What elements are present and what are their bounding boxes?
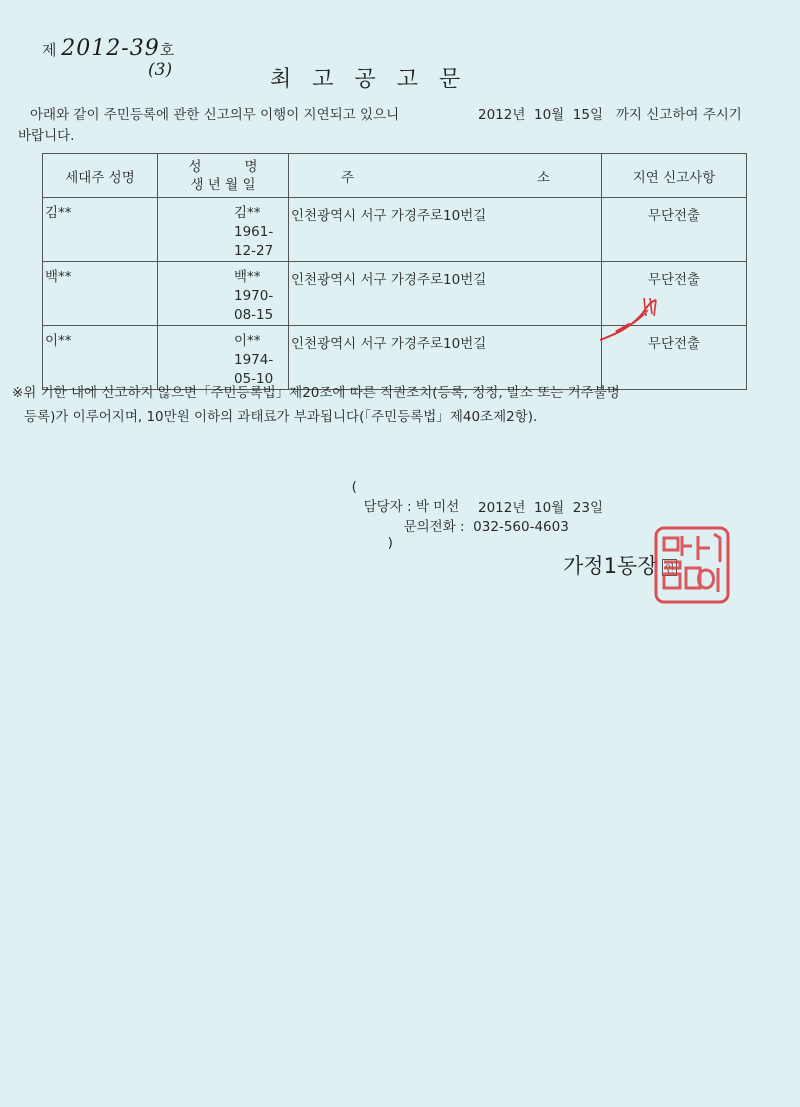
office-name: 가정1동장 bbox=[563, 554, 658, 578]
cell-name-birth bbox=[158, 198, 289, 262]
cell-name-birth bbox=[158, 262, 289, 326]
cell-delay: 무단전출 bbox=[602, 326, 747, 390]
header-address bbox=[289, 154, 602, 198]
cell-birth: 1974-05-10 bbox=[234, 352, 274, 387]
red-ink-mark-icon bbox=[596, 294, 666, 346]
header-address-b: 소 bbox=[537, 170, 551, 186]
legal-note-line2: 등록)가 이루어지며, 10만원 이하의 과태료가 부과됩니다(「주민등록법」제40조제2항). bbox=[24, 409, 538, 425]
legal-note-line1: ※위 기한 내에 신고하지 않으면「주민등록법」제20조에 따른 직권조치(등록, 정정, 말소 또는 거주불명 bbox=[12, 385, 620, 401]
official-seal-icon bbox=[652, 524, 732, 606]
cell-address: 인천광역시 서구 가경주로10번길 bbox=[289, 326, 602, 390]
intro-deadline: 2012년 10월 15일 까지 신고하여 주시기 bbox=[478, 107, 742, 123]
document-number-suffix: 호 bbox=[159, 41, 175, 59]
cell-householder: 백** bbox=[43, 262, 158, 326]
cell-address: 인천광역시 서구 가경주로10번길 bbox=[289, 262, 602, 326]
delinquency-table bbox=[42, 153, 747, 390]
cell-address: 인천광역시 서구 가경주로10번길 bbox=[289, 198, 602, 262]
contact-open-paren: ( bbox=[351, 479, 357, 495]
table-header-row bbox=[43, 154, 747, 198]
cell-name: 김** bbox=[234, 205, 261, 221]
header-delay: 지연 신고사항 bbox=[602, 154, 747, 198]
cell-name: 백** bbox=[234, 269, 261, 285]
document-number-handwritten: 2012-39 bbox=[61, 36, 160, 61]
header-birth: 생 년 월 일 bbox=[190, 176, 256, 193]
header-householder: 세대주 성명 bbox=[43, 154, 158, 198]
cell-householder: 김** bbox=[43, 198, 158, 262]
header-address-a: 주 bbox=[341, 170, 355, 186]
contact-close-paren: ) bbox=[387, 535, 393, 551]
intro-text-line2: 바랍니다. bbox=[18, 128, 75, 144]
header-name: 성 명 bbox=[188, 158, 258, 175]
cell-name-birth bbox=[158, 326, 289, 390]
page-title: 최고공고문 bbox=[270, 67, 482, 92]
seal-mark-box: 인 bbox=[662, 559, 678, 576]
contact-person: 담당자 : 박 미선 bbox=[363, 499, 460, 515]
header-name-birth bbox=[158, 154, 289, 198]
cell-delay: 무단전출 bbox=[602, 262, 747, 326]
cell-name: 이** bbox=[234, 333, 261, 349]
cell-birth: 1961-12-27 bbox=[234, 224, 274, 259]
cell-birth: 1970-08-15 bbox=[234, 288, 274, 323]
intro-text-line1: 아래와 같이 주민등록에 관한 신고의무 이행이 지연되고 있으니 bbox=[30, 107, 400, 123]
contact-phone: 문의전화 : 032-560-4603 bbox=[403, 519, 569, 535]
cell-householder: 이** bbox=[43, 326, 158, 390]
document-number bbox=[42, 36, 174, 61]
cell-delay: 무단전출 bbox=[602, 198, 747, 262]
table-row bbox=[43, 198, 747, 262]
issue-date: 2012년 10월 23일 bbox=[478, 500, 604, 516]
document-number-prefix: 제 bbox=[42, 41, 57, 59]
document-sub-number: (3) bbox=[148, 60, 173, 80]
